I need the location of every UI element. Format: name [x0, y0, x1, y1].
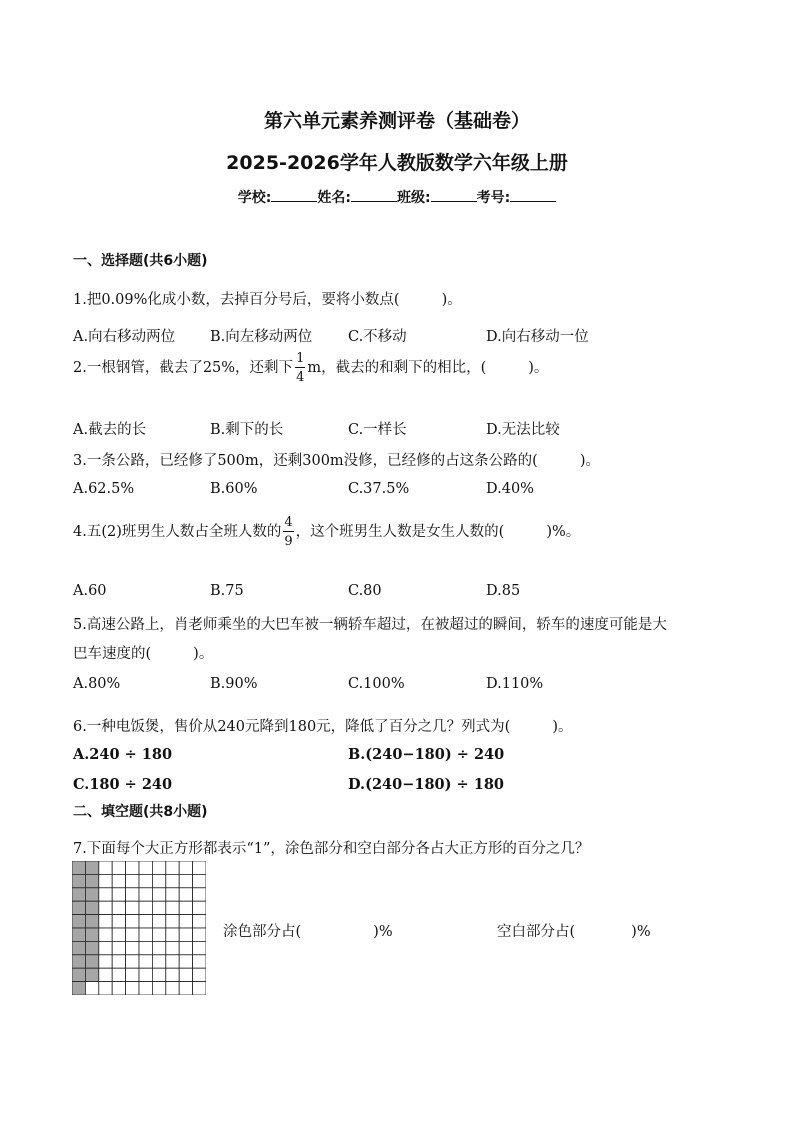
option-c[interactable]: C.不移动 — [348, 329, 407, 345]
question-text: 巴车速度的( — [73, 646, 152, 662]
option-d[interactable]: D.向右移动一位 — [486, 329, 589, 345]
school-blank[interactable] — [271, 187, 317, 202]
grid-cell-blank — [139, 901, 152, 914]
grid-cell-blank — [152, 968, 165, 981]
grid-cell-blank — [99, 888, 112, 901]
grid-cell-blank — [126, 968, 139, 981]
option-b[interactable]: B.75 — [210, 583, 244, 599]
grid-cell-shaded — [85, 888, 98, 901]
grid-cell-blank — [139, 861, 152, 874]
grid-cell-blank — [166, 915, 179, 928]
grid-cell-blank — [166, 982, 179, 995]
grid-cell-blank — [126, 901, 139, 914]
option-a[interactable]: A.62.5% — [73, 481, 135, 497]
grid-cell-shaded — [85, 968, 98, 981]
option-a[interactable]: A.60 — [73, 583, 107, 599]
question-text-end: )。 — [579, 453, 601, 469]
question-5-line-1: 5.高速公路上，肖老师乘坐的大巴车被一辆轿车超过，在被超过的瞬间，轿车的速度可能是大 — [73, 617, 667, 633]
question-text-end: )。 — [528, 360, 549, 376]
question-4 — [73, 516, 580, 548]
grid-cell-shaded — [85, 861, 98, 874]
grid-cell-blank — [112, 888, 125, 901]
exam-no-blank[interactable] — [510, 187, 556, 202]
grid-cell-blank — [112, 982, 125, 995]
grid-cell-blank — [152, 941, 165, 954]
option-a[interactable]: A.240 ÷ 180 — [73, 746, 173, 763]
grid-cell-blank — [112, 941, 125, 954]
grid-cell-blank — [112, 915, 125, 928]
question-text: 4.五(2)班男生人数占全班人数的 — [73, 524, 282, 540]
grid-cell-blank — [112, 861, 125, 874]
grid-cell-blank — [152, 982, 165, 995]
grid-cell-blank — [126, 915, 139, 928]
grid-cell-blank — [139, 982, 152, 995]
grid-cell-blank — [193, 915, 206, 928]
grid-cell-blank — [166, 901, 179, 914]
grid-cell-shaded — [72, 901, 85, 914]
grid-cell-blank — [179, 861, 192, 874]
grid-cell-shaded — [85, 928, 98, 941]
grid-cell-blank — [179, 888, 192, 901]
grid-cell-blank — [193, 901, 206, 914]
grid-cell-blank — [126, 928, 139, 941]
grid-cell-shaded — [85, 915, 98, 928]
question-text-mid: ，截去的和剩下的相比，( — [321, 360, 487, 376]
grid-cell-blank — [166, 888, 179, 901]
grid-cell-blank — [139, 941, 152, 954]
grid-cell-blank — [126, 941, 139, 954]
grid-cell-shaded — [72, 928, 85, 941]
grid-cell-blank — [179, 941, 192, 954]
grid-cell-blank — [99, 955, 112, 968]
question-text-end: )。 — [193, 646, 214, 662]
page-subtitle: 2025-2026学年人教版数学六年级上册 — [226, 152, 568, 174]
grid-cell-shaded — [72, 968, 85, 981]
grid-cell-blank — [152, 955, 165, 968]
option-b[interactable]: B.60% — [210, 481, 258, 497]
grid-cell-blank — [99, 968, 112, 981]
grid-cell-blank — [126, 888, 139, 901]
grid-cell-blank — [179, 928, 192, 941]
grid-cell-blank — [126, 874, 139, 887]
grid-cell-blank — [99, 874, 112, 887]
question-7: 7.下面每个大正方形都表示“1”，涂色部分和空白部分各占大正方形的百分之几？ — [73, 841, 590, 857]
grid-cell-shaded — [72, 955, 85, 968]
grid-cell-blank — [152, 901, 165, 914]
grid-cell-blank — [112, 874, 125, 887]
grid-cell-blank — [152, 888, 165, 901]
student-info-line — [0, 187, 794, 207]
option-b[interactable]: B.剩下的长 — [210, 422, 284, 438]
option-b[interactable]: B.90% — [210, 676, 258, 692]
option-d[interactable]: D.40% — [486, 481, 534, 497]
grid-cell-shaded — [72, 982, 85, 995]
question-text-mid: ，这个班男生人数是女生人数的( — [295, 524, 505, 540]
grid-cell-blank — [193, 955, 206, 968]
option-d[interactable]: D.无法比较 — [486, 422, 560, 438]
grid-cell-blank — [112, 928, 125, 941]
blank-label: 空白部分占( — [497, 924, 576, 940]
fraction — [283, 516, 293, 548]
question-text: 2.一根钢管，截去了25%，还剩下 — [73, 360, 294, 376]
grid-cell-blank — [166, 955, 179, 968]
percent-suffix: )% — [631, 924, 651, 940]
grid-cell-blank — [152, 928, 165, 941]
option-d[interactable]: D.(240−180) ÷ 180 — [348, 776, 505, 793]
grid-cell-blank — [152, 874, 165, 887]
grid-cell-blank — [126, 861, 139, 874]
class-label: 班级: — [397, 190, 431, 206]
grid-cell-shaded — [72, 915, 85, 928]
grid-cell-blank — [139, 968, 152, 981]
fraction-denominator: 4 — [296, 370, 305, 385]
option-c[interactable]: C.180 ÷ 240 — [73, 776, 173, 793]
fraction-numerator: 4 — [284, 515, 293, 530]
grid-cell-blank — [99, 901, 112, 914]
section-heading-choice: 一、选择题(共6小题) — [73, 253, 208, 269]
grid-cell-blank — [139, 928, 152, 941]
question-text: 6.一种电饭煲，售价从240元降到180元，降低了百分之几？列式为( — [73, 719, 511, 735]
grid-cell-blank — [179, 874, 192, 887]
question-1 — [73, 288, 462, 309]
grid-cell-blank — [152, 861, 165, 874]
name-label: 姓名: — [317, 190, 351, 206]
fraction-numerator: 1 — [296, 351, 305, 366]
grid-cell-shaded — [72, 941, 85, 954]
grid-cell-blank — [112, 901, 125, 914]
grid-cell-shaded — [85, 955, 98, 968]
grid-cell-blank — [166, 928, 179, 941]
shaded-part-answer — [223, 920, 393, 941]
grid-cell-blank — [179, 982, 192, 995]
grid-cell-blank — [99, 928, 112, 941]
grid-cell-blank — [179, 901, 192, 914]
question-text-end: )%。 — [546, 524, 581, 540]
grid-cell-blank — [99, 982, 112, 995]
grid-cell-blank — [166, 941, 179, 954]
unit: m — [307, 360, 322, 376]
grid-cell-blank — [112, 968, 125, 981]
question-text: 1.把0.09%化成小数，去掉百分号后，要将小数点( — [73, 292, 400, 308]
grid-cell-blank — [193, 861, 206, 874]
grid-cell-blank — [193, 982, 206, 995]
grid-cell-shaded — [72, 888, 85, 901]
option-c[interactable]: C.80 — [348, 583, 382, 599]
grid-cell-blank — [166, 968, 179, 981]
grid-cell-shaded — [72, 874, 85, 887]
question-text-end: )。 — [552, 719, 573, 735]
grid-cell-blank — [126, 982, 139, 995]
grid-cell-blank — [139, 915, 152, 928]
grid-cell-blank — [193, 928, 206, 941]
grid-cell-blank — [193, 888, 206, 901]
grid-drawing — [72, 861, 206, 995]
grid-cell-blank — [152, 915, 165, 928]
grid-cell-blank — [99, 861, 112, 874]
hundred-square-grid — [72, 861, 206, 995]
percent-suffix: )% — [373, 924, 393, 940]
school-label: 学校: — [237, 190, 272, 206]
grid-cell-blank — [193, 968, 206, 981]
grid-cell-blank — [85, 982, 98, 995]
exam-no-label: 考号: — [476, 190, 511, 206]
option-c[interactable]: C.100% — [348, 676, 405, 692]
grid-cell-blank — [139, 955, 152, 968]
grid-cell-shaded — [85, 941, 98, 954]
question-3 — [73, 449, 600, 470]
name-blank[interactable] — [351, 187, 397, 202]
grid-cell-shaded — [85, 874, 98, 887]
option-d[interactable]: D.110% — [486, 676, 544, 692]
shaded-label: 涂色部分占( — [223, 924, 302, 940]
grid-cell-blank — [179, 915, 192, 928]
grid-cell-blank — [166, 874, 179, 887]
grid-cell-blank — [139, 888, 152, 901]
option-b[interactable]: B.(240−180) ÷ 240 — [348, 746, 505, 763]
question-6 — [73, 715, 573, 736]
grid-cell-blank — [112, 955, 125, 968]
grid-cell-blank — [193, 874, 206, 887]
grid-cell-shaded — [72, 861, 85, 874]
option-a[interactable]: A.向右移动两位 — [73, 329, 176, 345]
option-d[interactable]: D.85 — [486, 583, 521, 599]
fraction — [295, 352, 305, 384]
blank-part-answer — [497, 920, 651, 941]
option-a[interactable]: A.截去的长 — [73, 422, 147, 438]
grid-cell-blank — [99, 941, 112, 954]
question-text: 3.一条公路，已经修了500m，还剩300m没修，已经修的占这条公路的( — [73, 453, 538, 469]
grid-cell-blank — [126, 955, 139, 968]
option-c[interactable]: C.一样长 — [348, 422, 407, 438]
question-text-end: )。 — [441, 292, 462, 308]
grid-cell-blank — [179, 968, 192, 981]
option-a[interactable]: A.80% — [73, 676, 121, 692]
option-b[interactable]: B.向左移动两位 — [210, 329, 313, 345]
grid-cell-blank — [179, 955, 192, 968]
class-blank[interactable] — [431, 187, 477, 202]
fraction-denominator: 9 — [284, 534, 293, 549]
question-5-line-2 — [73, 642, 213, 663]
grid-cell-blank — [139, 874, 152, 887]
grid-cell-blank — [99, 915, 112, 928]
grid-cell-shaded — [85, 901, 98, 914]
section-heading-fill: 二、填空题(共8小题) — [73, 804, 208, 820]
question-2 — [73, 352, 548, 384]
option-c[interactable]: C.37.5% — [348, 481, 410, 497]
grid-cell-blank — [166, 861, 179, 874]
grid-cell-blank — [193, 941, 206, 954]
page-title: 第六单元素养测评卷（基础卷） — [263, 110, 530, 132]
